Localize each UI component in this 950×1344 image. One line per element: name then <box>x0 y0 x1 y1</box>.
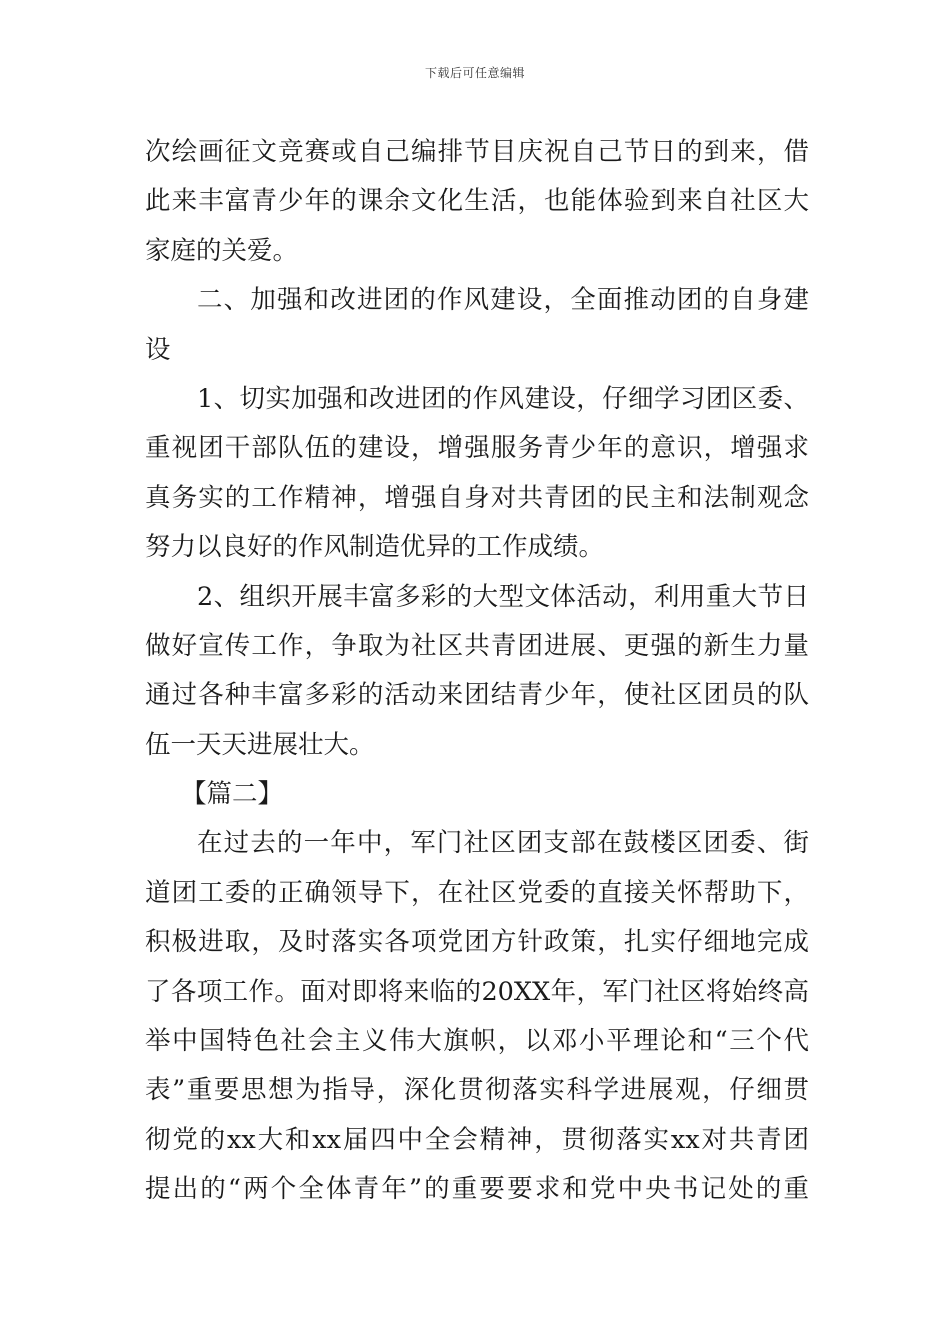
section-heading-line: 设 <box>145 334 171 365</box>
text-line: 重视团干部队伍的建设，增强服务青少年的意识，增强求 <box>145 433 809 464</box>
text-line: 提出的“两个全体青年”的重要要求和党中央书记处的重 <box>145 1174 809 1205</box>
text-line: 举中国特色社会主义伟大旗帜，以邓小平理论和“三个代 <box>145 1026 809 1057</box>
text-line: 在过去的一年中，军门社区团支部在鼓楼区团委、街 <box>197 828 809 859</box>
text-line: 了各项工作。面对即将来临的20XX年，军门社区将始终高 <box>145 976 809 1007</box>
section-heading-line: 二、加强和改进团的作风建设，全面推动团的自身建 <box>197 285 809 316</box>
text-line: 通过各种丰富多彩的活动来团结青少年，使社区团员的队 <box>145 680 809 711</box>
page-header-note: 下载后可任意编辑 <box>424 66 525 80</box>
text-line: 道团工委的正确领导下，在社区党委的直接关怀帮助下， <box>145 877 809 908</box>
text-line: 次绘画征文竞赛或自己编排节目庆祝自己节日的到来，借 <box>145 137 809 167</box>
text-line: 伍一天天进展壮大。 <box>145 729 375 760</box>
text-line: 此来丰富青少年的课余文化生活，也能体验到来自社区大 <box>145 186 809 217</box>
text-line: 彻党的xx大和xx届四中全会精神，贯彻落实xx对共青团 <box>145 1124 809 1155</box>
text-line: 1、切实加强和改进团的作风建设，仔细学习团区委、 <box>197 383 809 414</box>
text-line: 努力以良好的作风制造优异的工作成绩。 <box>145 532 605 563</box>
part-title: 【篇二】 <box>181 779 284 810</box>
text-line: 真务实的工作精神，增强自身对共青团的民主和法制观念 <box>145 482 809 513</box>
text-line: 做好宣传工作，争取为社区共青团进展、更强的新生力量 <box>145 630 809 661</box>
text-line: 家庭的关爱。 <box>145 235 299 266</box>
text-line: 2、组织开展丰富多彩的大型文体活动，利用重大节日 <box>197 581 809 612</box>
text-line: 积极进取，及时落实各项党团方针政策，扎实仔细地完成 <box>145 927 809 958</box>
text-line: 表”重要思想为指导，深化贯彻落实科学进展观，仔细贯 <box>145 1075 809 1106</box>
document-body <box>145 128 809 1215</box>
